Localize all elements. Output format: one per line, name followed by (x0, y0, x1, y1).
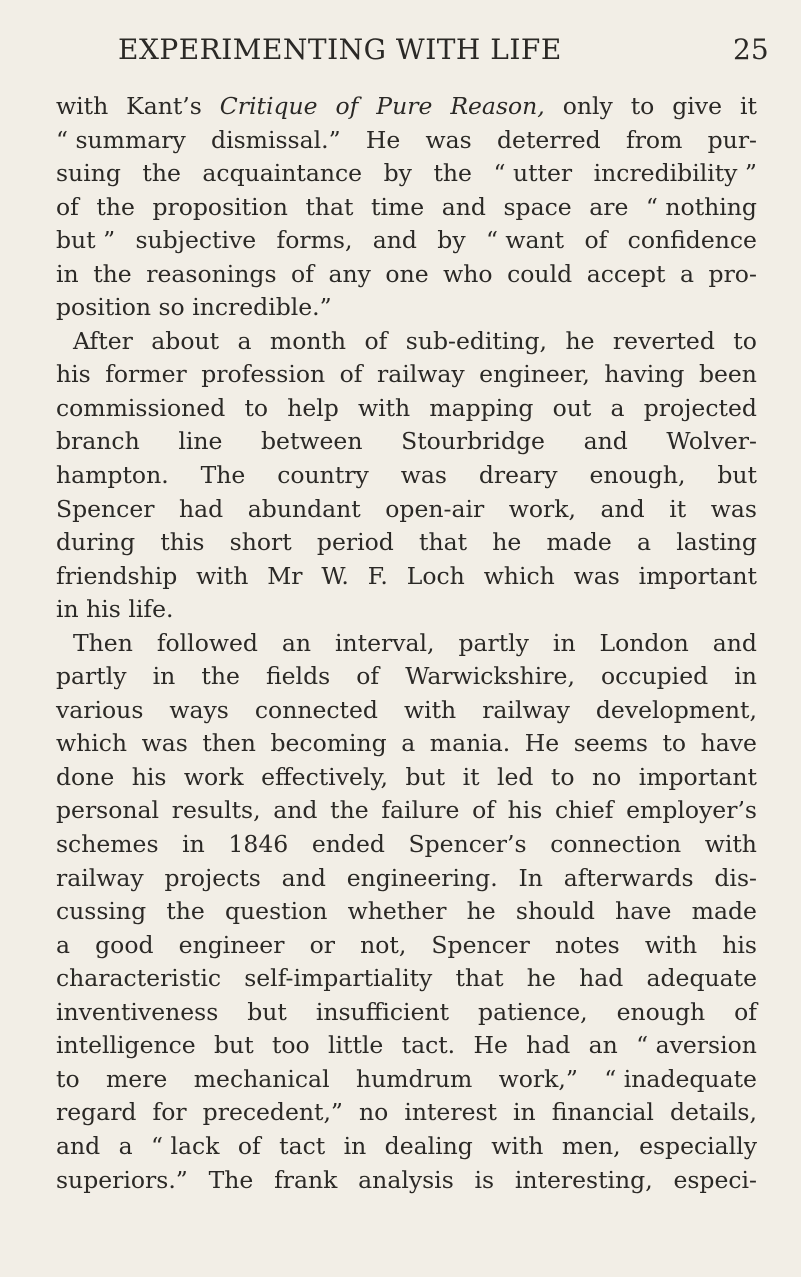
text-line (56, 224, 757, 258)
text-line (56, 191, 757, 225)
word: results, (171, 796, 261, 825)
word: having (604, 360, 685, 389)
word: of (584, 226, 608, 255)
word: his (722, 930, 757, 959)
word: projects (164, 863, 261, 892)
word: enough (616, 997, 706, 1026)
word: one (385, 259, 429, 288)
word: former (105, 360, 187, 389)
word: by (437, 226, 466, 255)
word: no (358, 1098, 389, 1127)
word: whether (347, 897, 447, 926)
word: Spencer (431, 930, 530, 959)
word: done (56, 762, 115, 791)
word: precedent,” (202, 1098, 343, 1127)
word: in (152, 662, 176, 691)
word: of (364, 326, 388, 355)
word: he (526, 964, 556, 993)
word: followed (156, 628, 258, 657)
word: engineering. (346, 863, 498, 892)
text-line (56, 1130, 757, 1164)
word: important (638, 561, 757, 590)
word: dismissal.” (211, 125, 341, 154)
word: Reason, (450, 92, 545, 120)
word: partly (458, 628, 529, 657)
word: and (441, 192, 486, 221)
text-line (56, 996, 757, 1030)
word: failure (381, 796, 460, 825)
body-text (56, 90, 757, 1197)
word: engineer, (479, 360, 590, 389)
word: profession (201, 360, 326, 389)
word: self-impartiality (244, 964, 433, 993)
word: in (552, 628, 576, 657)
word: from (626, 125, 683, 154)
word: tact (279, 1131, 326, 1160)
word: of (339, 360, 363, 389)
word: an (588, 1031, 618, 1060)
word: the (201, 662, 240, 691)
word: notes (555, 930, 620, 959)
word: Kant’s (126, 92, 202, 120)
running-title: EXPERIMENTING WITH LIFE (118, 33, 562, 66)
word: In (518, 863, 543, 892)
word: especi- (673, 1165, 757, 1194)
word: but ” (56, 226, 116, 255)
word: Loch (406, 561, 465, 590)
text-line (56, 794, 757, 828)
word: sub-editing, (405, 326, 548, 355)
word: railway (56, 863, 144, 892)
word: of (335, 92, 359, 120)
word: work (183, 762, 244, 791)
word: the (166, 897, 205, 926)
word: frank (274, 1165, 338, 1194)
word: “ inadequate (604, 1064, 757, 1093)
word: fields (265, 662, 331, 691)
word: proposition (152, 192, 288, 221)
text-line (56, 862, 757, 896)
text-line (56, 895, 757, 929)
word: details, (669, 1098, 757, 1127)
word: especially (639, 1131, 757, 1160)
word: the (433, 159, 472, 188)
word: suing (56, 159, 121, 188)
word: mechanical (193, 1064, 330, 1093)
word: characteristic (56, 964, 221, 993)
word: analysis (358, 1165, 454, 1194)
word: to (630, 92, 655, 120)
word: dealing (384, 1131, 473, 1160)
word: the (330, 796, 369, 825)
word: which (56, 729, 128, 758)
word: deterred (497, 125, 601, 154)
text-line (56, 627, 757, 661)
text-line (56, 291, 757, 325)
word: personal (56, 796, 160, 825)
word: lasting (676, 528, 757, 557)
word: men, (561, 1131, 621, 1160)
text-line (56, 727, 757, 761)
word: patience, (478, 997, 588, 1026)
word: Mr (267, 561, 303, 590)
word: of (734, 997, 757, 1026)
word: or (309, 930, 335, 959)
word: to (662, 729, 687, 758)
word: in (513, 1098, 536, 1127)
word: financial (551, 1098, 654, 1127)
word: The (208, 1165, 254, 1194)
word: the (96, 192, 135, 221)
text-line (56, 1096, 757, 1130)
word: had (579, 964, 624, 993)
word: acquaintance (202, 159, 363, 188)
word: confidence (627, 226, 757, 255)
word: London (599, 628, 689, 657)
word: was (400, 461, 447, 490)
word: during (56, 528, 136, 557)
word: it (669, 494, 687, 523)
word: He (365, 125, 401, 154)
word: in (56, 259, 79, 288)
word: no (591, 762, 622, 791)
word: not, (360, 930, 407, 959)
word: to (244, 393, 269, 422)
word: of (291, 259, 314, 288)
word: any (328, 259, 371, 288)
word: accept (586, 259, 666, 288)
word: F. (367, 561, 388, 590)
text-line (56, 124, 757, 158)
word: mania. (429, 729, 511, 758)
word: led (496, 762, 534, 791)
word: to (56, 1064, 80, 1093)
word: connection (550, 830, 682, 859)
word: life. (128, 595, 174, 624)
word: with (56, 92, 109, 120)
word: regard (56, 1098, 137, 1127)
word: “ want (485, 226, 565, 255)
text-line (56, 1164, 757, 1198)
word: cussing (56, 897, 147, 926)
word: mere (106, 1064, 168, 1093)
word: should (515, 897, 595, 926)
word: projected (643, 393, 757, 422)
word: Spencer (56, 494, 155, 523)
word: a (401, 729, 416, 758)
word: connected (254, 695, 378, 724)
word: out (552, 393, 592, 422)
word: railway (376, 360, 465, 389)
word: is (474, 1165, 495, 1194)
word: in (182, 830, 205, 859)
word: give (672, 92, 722, 120)
word: who (443, 259, 493, 288)
page-number: 25 (733, 33, 769, 66)
text-line (56, 694, 757, 728)
word: his (56, 360, 91, 389)
word: a (679, 259, 694, 288)
word: with (357, 393, 411, 422)
word: in (343, 1131, 367, 1160)
word: Then (73, 628, 133, 657)
word: afterwards (563, 863, 694, 892)
word: to (733, 326, 757, 355)
word: time (371, 192, 425, 221)
word: a (610, 393, 625, 422)
word: W. (321, 561, 349, 590)
word: it (462, 762, 480, 791)
word: good (95, 930, 154, 959)
word: in (56, 595, 79, 624)
word: but (405, 762, 446, 791)
word: chief (555, 796, 614, 825)
text-line (56, 660, 757, 694)
word: intelligence (56, 1031, 196, 1060)
word: space (503, 192, 572, 221)
word: ways (169, 695, 229, 724)
text-line (56, 593, 757, 627)
text-line (56, 1063, 757, 1097)
word: it (739, 92, 757, 120)
word: mapping (429, 393, 534, 422)
text-line (56, 459, 757, 493)
word: between (261, 427, 363, 456)
word: was (141, 729, 188, 758)
text-line (56, 828, 757, 862)
word: but (717, 461, 757, 490)
word: incredibility ” (593, 159, 757, 188)
word: month (269, 326, 347, 355)
word: are (589, 192, 629, 221)
word: “ lack (151, 1131, 220, 1160)
word: adequate (646, 964, 757, 993)
word: line (178, 427, 223, 456)
word: “ aversion (636, 1031, 757, 1060)
word: too (271, 1031, 310, 1060)
word: have (615, 897, 672, 926)
word: with (403, 695, 457, 724)
word: was (573, 561, 620, 590)
word: incredible.” (192, 293, 332, 322)
word: dis- (714, 863, 757, 892)
text-line (56, 1029, 757, 1063)
text-line (56, 392, 757, 426)
word: reverted (612, 326, 715, 355)
word: After (73, 326, 133, 355)
word: so (158, 293, 185, 322)
word: made (546, 528, 612, 557)
word: of (56, 192, 79, 221)
word: his (131, 762, 167, 791)
word: and (273, 796, 318, 825)
word: commissioned (56, 393, 226, 422)
word: work, (508, 494, 576, 523)
word: important (638, 762, 757, 791)
word: dreary (478, 461, 558, 490)
word: he (492, 528, 522, 557)
word: and (372, 226, 417, 255)
word: have (700, 729, 757, 758)
word: reasonings (146, 259, 277, 288)
word: Spencer’s (408, 830, 527, 859)
word: and (712, 628, 757, 657)
word: pro- (708, 259, 757, 288)
word: He (524, 729, 560, 758)
word: country (277, 461, 369, 490)
word: by (383, 159, 412, 188)
word: with (644, 930, 698, 959)
word: and (281, 863, 326, 892)
word: employer’s (626, 796, 757, 825)
word: for (152, 1098, 187, 1127)
word: branch (56, 427, 140, 456)
text-line (56, 90, 757, 124)
word: schemes (56, 830, 159, 859)
word: tact. (401, 1031, 456, 1060)
word: an (281, 628, 312, 657)
word: The (200, 461, 246, 490)
word: inventiveness (56, 997, 219, 1026)
word: open-air (385, 494, 485, 523)
word: becoming (270, 729, 387, 758)
word: that (419, 528, 468, 557)
word: the (142, 159, 181, 188)
word: that (305, 192, 354, 221)
text-line (56, 425, 757, 459)
word: been (698, 360, 757, 389)
word: period (316, 528, 394, 557)
word: his (507, 796, 543, 825)
word: Critique (219, 92, 318, 120)
word: hampton. (56, 461, 169, 490)
word: railway (482, 695, 570, 724)
word: Pure (376, 92, 433, 120)
word: then (202, 729, 256, 758)
word: was (425, 125, 472, 154)
word: little (327, 1031, 384, 1060)
word: interest (404, 1098, 497, 1127)
word: this (160, 528, 205, 557)
word: subjective (135, 226, 257, 255)
word: “ summary (56, 125, 186, 154)
word: had (526, 1031, 571, 1060)
word: he (565, 326, 595, 355)
word: occupied (601, 662, 709, 691)
word: enough, (589, 461, 686, 490)
word: his (86, 595, 121, 624)
word: a (636, 528, 651, 557)
word: but (214, 1031, 254, 1060)
word: he (466, 897, 496, 926)
text-line (56, 493, 757, 527)
word: with (491, 1131, 544, 1160)
word: but (247, 997, 287, 1026)
word: pur- (707, 125, 757, 154)
word: effectively, (261, 762, 389, 791)
word: a (237, 326, 252, 355)
word: ended (311, 830, 385, 859)
word: was (710, 494, 757, 523)
text-line (56, 358, 757, 392)
word: “ utter (493, 159, 573, 188)
word: He (473, 1031, 508, 1060)
word: engineer (178, 930, 285, 959)
running-header (0, 30, 801, 70)
word: help (287, 393, 339, 422)
word: 1846 (228, 830, 289, 859)
word: position (56, 293, 152, 322)
word: “ nothing (645, 192, 757, 221)
word: made (691, 897, 757, 926)
word: interesting, (514, 1165, 653, 1194)
word: abundant (247, 494, 361, 523)
text-line (56, 325, 757, 359)
text-line (56, 560, 757, 594)
word: which (483, 561, 555, 590)
word: various (56, 695, 144, 724)
word: partly (56, 662, 127, 691)
word: short (229, 528, 292, 557)
text-line (56, 526, 757, 560)
word: development, (595, 695, 757, 724)
word: interval, (334, 628, 435, 657)
word: Warwickshire, (405, 662, 575, 691)
text-line (56, 761, 757, 795)
word: had (179, 494, 224, 523)
word: work,” (498, 1064, 578, 1093)
word: of (356, 662, 380, 691)
word: only (562, 92, 613, 120)
text-line (56, 929, 757, 963)
word: with (196, 561, 249, 590)
text-line (56, 962, 757, 996)
text-line (56, 157, 757, 191)
word: question (225, 897, 328, 926)
word: that (455, 964, 504, 993)
word: the (93, 259, 132, 288)
word: in (734, 662, 757, 691)
word: superiors.” (56, 1165, 188, 1194)
word: about (151, 326, 220, 355)
word: of (472, 796, 495, 825)
word: of (237, 1131, 261, 1160)
word: and (600, 494, 645, 523)
word: and (583, 427, 628, 456)
word: to (550, 762, 575, 791)
word: Wolver- (666, 427, 757, 456)
word: Stourbridge (401, 427, 545, 456)
word: forms, (276, 226, 353, 255)
word: humdrum (356, 1064, 473, 1093)
word: a (118, 1131, 133, 1160)
word: friendship (56, 561, 178, 590)
word: seems (573, 729, 648, 758)
word: insufficient (315, 997, 450, 1026)
word: with (704, 830, 757, 859)
word: and (56, 1131, 101, 1160)
text-line (56, 258, 757, 292)
word: could (507, 259, 573, 288)
word: a (56, 930, 71, 959)
